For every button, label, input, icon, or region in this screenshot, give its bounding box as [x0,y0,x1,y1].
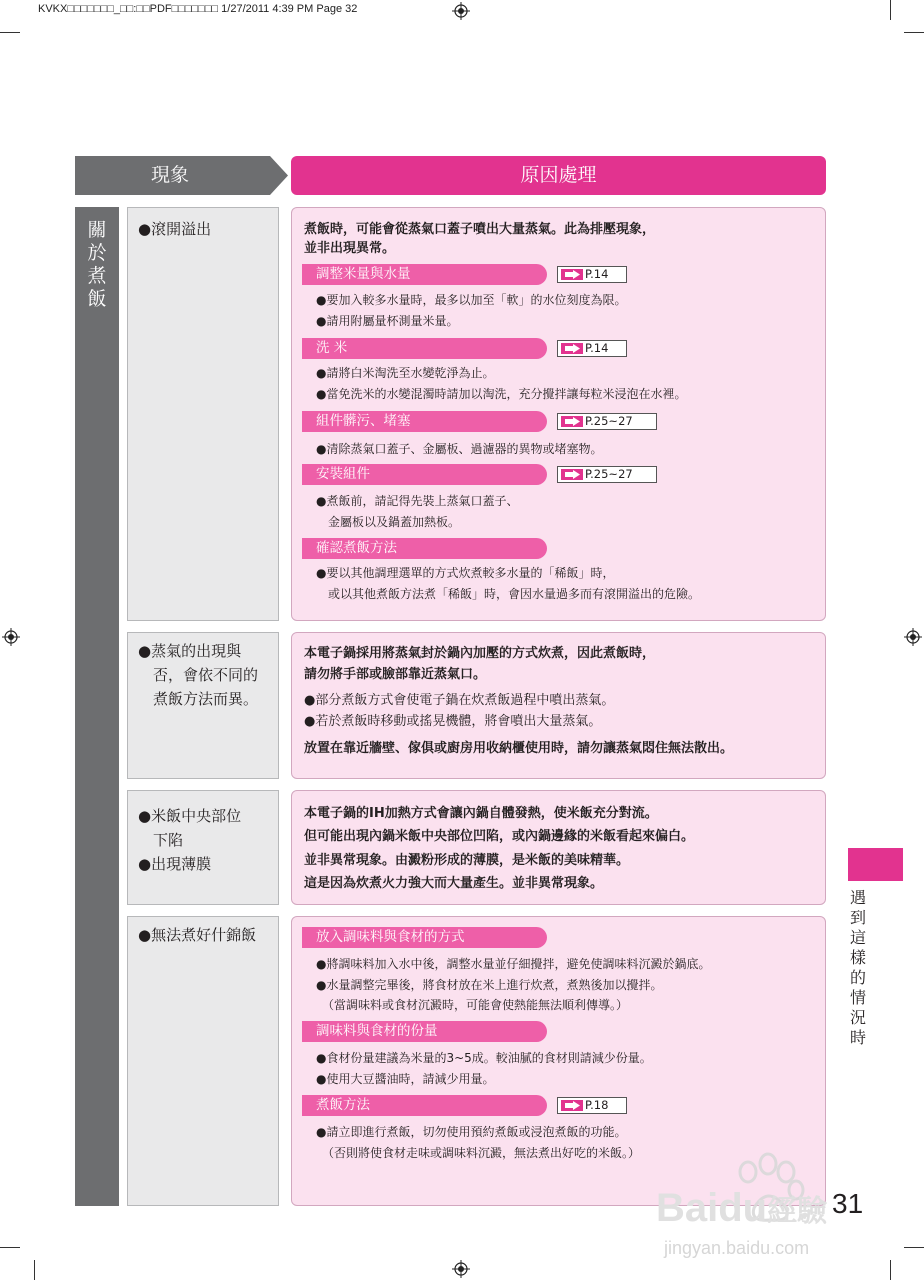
symptom-text: ●無法煮好什錦飯 [138,926,257,944]
intro-line: 請勿將手部或臉部靠近蒸氣口。 [304,667,487,682]
bullet-line: ●要以其他調理選單的方式炊煮較多水量的「稀飯」時， [316,566,615,580]
bullet-line: ●若於煮飯時移動或搖晃機體，將會噴出大量蒸氣。 [304,714,602,729]
arrow-right-icon [561,1100,583,1111]
arrow-right-icon [561,343,583,354]
symptom-text: ●出現薄膜 [138,855,212,873]
symptom-box [127,790,279,905]
bullet-line: ●水量調整完畢後，將食材放在米上進行炊煮，煮熟後加以攪拌。 [316,978,663,992]
crop-mark [890,0,891,20]
bullet-line: ●請立即進行煮飯，切勿使用預約煮飯或浸泡煮飯的功能。 [316,1125,627,1139]
subsection-title: 確認煮飯方法 [302,538,547,559]
bullet-line: 金屬板以及鍋蓋加熱板。 [316,515,461,529]
arrow-right-icon [561,469,583,480]
registration-mark-icon [452,1260,470,1278]
symptom-text: ●米飯中央部位 [138,807,242,825]
crop-mark [904,1247,924,1248]
explanation-line: 這是因為炊煮火力強大而大量產生。並非異常現象。 [304,876,604,891]
subsection-title: 調味料與食材的份量 [302,1021,547,1042]
bullet-line: ●食材份量建議為米量的3~5成。較油膩的食材則請減少份量。 [316,1051,652,1065]
header-cause: 原因處理 [291,156,826,195]
page-reference-label: P.25~27 [585,467,633,481]
page-number: 31 [832,1188,864,1219]
symptom-text: 下陷 [138,831,184,849]
crop-mark [904,32,924,33]
page-reference [557,413,657,430]
symptom-text: ●滾開溢出 [138,220,212,238]
arrow-right-icon [561,416,583,427]
page-reference [557,1097,627,1114]
watermark-url: jingyan.baidu.com [664,1238,810,1258]
subsection-title: 洗 米 [302,338,547,359]
cause-panel [291,790,826,905]
watermark-brand: Baidu經驗 [656,1186,828,1230]
chapter-title: 遇 到 這 樣 的 情 況 時 [849,888,866,1047]
crop-mark [0,1247,20,1248]
explanation-line: 本電子鍋的IH加熱方式會讓內鍋自體發熱，使米飯充分對流。 [304,806,658,821]
cause-panel [291,207,826,621]
explanation-line: 並非異常現象。由澱粉形成的薄膜，是米飯的美味精華。 [304,853,630,868]
section-label: 關 於 煮 飯 [87,219,107,310]
subsection-title: 調整米量與水量 [302,264,547,285]
crop-mark [0,32,20,33]
intro-line: 並非出現異常。 [304,241,396,256]
symptom-box [127,916,279,1206]
page-reference [557,466,657,483]
explanation-line: 但可能出現內鍋米飯中央部位凹陷，或內鍋邊緣的米飯看起來偏白。 [304,829,695,844]
cause-panel [291,632,826,779]
registration-mark-icon [904,628,922,646]
intro-line: 煮飯時，可能會從蒸氣口蓋子噴出大量蒸氣。此為排壓現象， [304,222,656,237]
subsection-title: 放入調味料與食材的方式 [302,927,547,948]
symptom-box [127,207,279,621]
bullet-line: ●請用附屬量杯測量米量。 [316,314,459,328]
header-symptom [75,156,288,195]
bullet-line: ●部分煮飯方式會使電子鍋在炊煮飯過程中噴出蒸氣。 [304,693,615,708]
baidu-watermark [650,1150,830,1266]
bullet-line: （否則將使食材走味或調味料沉澱，無法煮出好吃的米飯。） [316,1146,641,1160]
registration-mark-icon [2,628,20,646]
bullet-line: ●使用大豆醬油時，請減少用量。 [316,1072,495,1086]
registration-mark-icon [452,2,470,20]
bullet-line: ●請將白米淘洗至水變乾淨為止。 [316,366,495,380]
subsection-title: 安裝組件 [302,464,547,485]
page-reference [557,340,627,357]
symptom-text: 否，會依不同的 [138,666,259,684]
section-sidebar [75,207,119,1206]
crop-mark [34,1260,35,1280]
page-reference-label: P.18 [585,1098,609,1112]
bullet-line: ●清除蒸氣口蓋子、金屬板、過濾器的異物或堵塞物。 [316,442,603,456]
bullet-line: ●將調味料加入水中後，調整水量並仔細攪拌，避免使調味料沉澱於鍋底。 [316,957,711,971]
header-symptom-label: 現象 [150,164,189,186]
crop-mark [890,1260,891,1280]
symptom-text: ●蒸氣的出現與 [138,642,242,660]
symptom-box [127,632,279,779]
symptom-text: 煮飯方法而異。 [138,690,259,708]
subsection-title: 煮飯方法 [302,1095,547,1116]
bullet-line: ●煮飯前，請記得先裝上蒸氣口蓋子、 [316,494,519,508]
page-reference [557,266,627,283]
page-reference-label: P.25~27 [585,414,633,428]
intro-line: 本電子鍋採用將蒸氣封於鍋內加壓的方式炊煮，因此煮飯時， [304,646,656,661]
bullet-line: （當調味料或食材沉澱時，可能會使熱能無法順利傳導。） [316,998,629,1012]
page-reference-label: P.14 [585,341,609,355]
note-line: 放置在靠近牆壁、傢俱或廚房用收納櫃使用時，請勿讓蒸氣悶住無法散出。 [304,741,734,756]
page-reference-label: P.14 [585,267,609,281]
chapter-tab [848,848,903,881]
print-info: KVKX□□□□□□□_□□:□□PDF□□□□□□□ 1/27/2011 4:39 PM Page 32 [38,3,358,15]
bullet-line: 或以其他煮飯方法煮「稀飯」時，會因水量過多而有滾開溢出的危險。 [316,587,701,601]
bullet-line: ●要加入較多水量時，最多以加至「軟」的水位刻度為限。 [316,293,627,307]
arrow-right-icon [561,269,583,280]
subsection-title: 組件髒污、堵塞 [302,411,547,432]
bullet-line: ●當免洗米的水變混濁時請加以淘洗，充分攪拌讓每粒米浸泡在水裡。 [316,387,687,401]
